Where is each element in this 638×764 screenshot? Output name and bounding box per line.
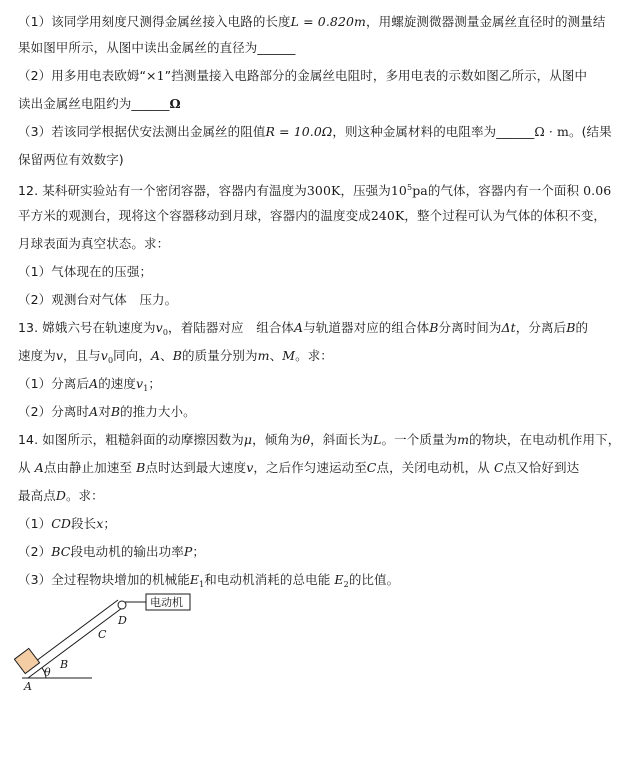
q14-sub3: （3）全过程物块增加的机械能$E_1$和电动机消耗的总电能 $E_2$的比值。 [18,572,400,589]
point-b-label: B [60,658,69,671]
angle-label: θ [44,666,51,679]
answer-blank[interactable]: ______ [257,40,296,55]
q-part1-line2: 果如图甲所示，从图中读出金属丝的直径为______ [18,40,296,55]
q12-line2: 平方米的观测台，现将这个容器移动到月球，容器内的温度变成240K，整个过程可认为气体的体积不变， [18,208,607,223]
incline-lower-edge [28,608,122,678]
q-part3-line1: （3）若该同学根据伏安法测出金属丝的阻值R = 10.0Ω，则这种金属材料的电阻率为______Ω · m。(结果 [18,124,612,139]
motor-label: 电动机 [150,596,183,609]
pulley-icon [118,601,126,609]
q13-line1: 13. 嫦娥六号在轨速度为$v_0$，着陆器对应 组合体A与轨道器对应的组合体B分离时间为Δt，分离后B的 [18,320,589,337]
block [14,648,39,673]
q14-line2: 从 A点由静止加速至 B点时达到最大速度v，之后作匀速运动至C点，关闭电动机，从 C点又恰好到达 [18,460,580,475]
q13-sub1: （1）分离后A的速度$v_1$； [18,376,161,393]
q13-sub2: （2）分离时A对B的推力大小。 [18,404,196,419]
q12-sub1: （1）气体现在的压强； [18,264,153,279]
q-part2-line2: 读出金属丝电阻约为______Ω [18,96,181,111]
q14-sub2: （2）BC段电动机的输出功率P； [18,544,205,559]
q-part3-line2: 保留两位有效数字) [18,152,124,167]
point-a-label: A [24,680,32,693]
q-part2-line1: （2）用多用电表欧姆“×1”挡测量接入电路部分的金属丝电阻时，多用电表的示数如图乙所示，从图中 [18,68,588,83]
q14-sub1: （1）CD段长x； [18,516,117,531]
q12-line3: 月球表面为真空状态。求： [18,236,170,251]
q14-line1: 14. 如图所示，粗糙斜面的动摩擦因数为μ，倾角为θ，斜面长为L。一个质量为m的物块，在电动机作用下， [18,432,621,447]
q-part1-line1: （1）该同学用刻度尺测得金属丝接入电路的长度L = 0.820m，用螺旋测微器测量金属丝直径时的测量结 [18,14,606,29]
q14-line3: 最高点D。求： [18,488,104,503]
answer-blank[interactable]: ______ [131,96,170,111]
point-c-label: C [98,628,107,641]
q13-line2: 速度为v，且与$v_0$同向，A、B的质量分别为m、M。求： [18,348,333,365]
answer-blank[interactable]: ______ [496,124,535,139]
q12-sub2: （2）观测台对气体 压力。 [18,292,178,307]
point-d-label: D [118,614,127,627]
q12-line1: 12. 某科研实验站有一个密闭容器，容器内有温度为300K，压强为$10^5pa$的气体，容器内有一个面积 0.06 [18,183,612,198]
incline-figure [14,590,214,700]
